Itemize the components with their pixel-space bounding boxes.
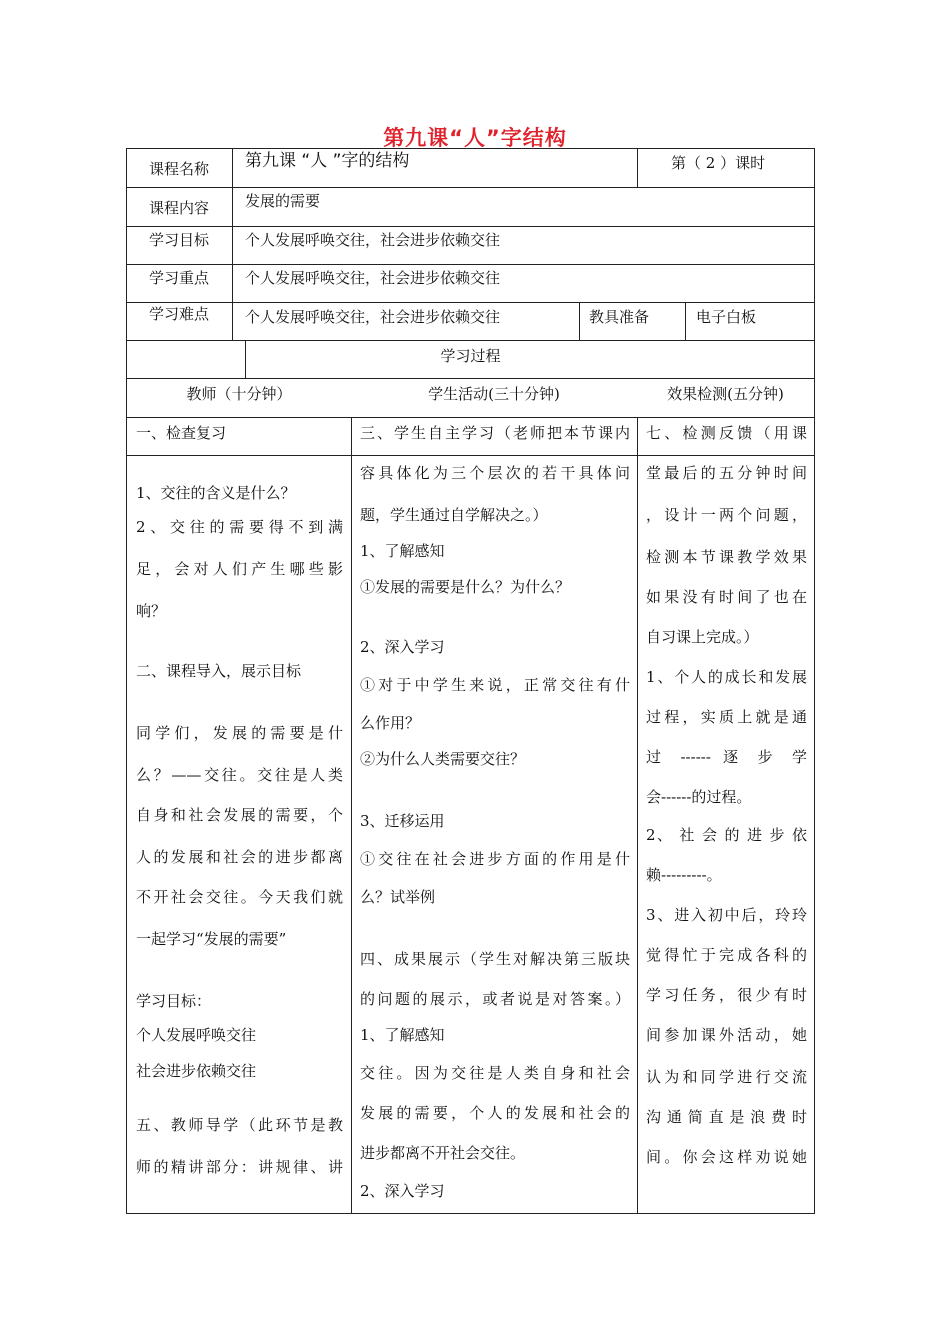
text-line: 七、检测反馈（用课 [646,424,807,442]
col-divider [579,302,580,340]
text-line: 三、学生自主学习（老师把本节课内 [360,424,630,442]
page-title: 第九课“人”字结构 [383,126,567,150]
text-line: 五、教师导学（此环节是教 [136,1116,343,1134]
text-line: 2、深入学习 [360,1182,445,1200]
row-divider [127,187,814,188]
text-line: 师的精讲部分：讲规律、讲 [136,1158,343,1176]
text-line: 堂最后的五分钟时间 [646,464,807,482]
tools-value: 电子白板 [696,308,757,326]
text-line: 进步都离不开社会交往。 [360,1144,526,1162]
lesson-number: 第（ 2 ）课时 [671,154,766,172]
text-line: 个人发展呼唤交往 [136,1026,257,1044]
text-line: 么？试举例 [360,888,436,906]
text-line: 同学们，发展的需要是什 [136,724,343,742]
text-line: 3、迁移运用 [360,812,445,830]
text-line: 学习任务，很少有时 [646,986,807,1004]
text-line: 一、检查复习 [136,424,227,442]
content-value: 发展的需要 [245,192,321,210]
text-line: 1、个人的成长和发展 [646,668,807,686]
text-line: 一起学习“发展的需要” [136,930,287,948]
tools-label: 教具准备 [589,308,650,326]
text-line: 2、交往的需要得不到满 [136,518,343,536]
text-line: ①对于中学生来说，正常交往有什 [360,676,630,694]
text-line: 过程，实质上就是通 [646,708,807,726]
col-divider [351,417,352,1214]
focus-label: 学习重点 [149,269,210,287]
text-line: 3、进入初中后，玲玲 [646,906,807,924]
difficulty-value: 个人发展呼唤交往，社会进步依赖交往 [245,308,501,326]
text-line: 自身和社会发展的需要，个 [136,806,343,824]
col-header-student: 学生活动(三十分钟) [428,385,560,403]
text-line: 四、成果展示（学生对解决第三版块 [360,950,630,968]
col-divider [637,149,638,187]
row-divider [127,302,814,303]
content-label: 课程内容 [149,199,210,217]
text-line: 2、 社 会 的 进 步 依 [646,826,807,844]
text-line: 1、了解感知 [360,1026,445,1044]
row-divider [127,455,814,456]
text-line: 响？ [136,602,167,620]
text-line: ，设计一两个问题， [646,506,807,524]
goal-label: 学习目标 [149,231,210,249]
col-divider [232,149,233,340]
text-line: 1、交往的含义是什么？ [136,484,296,502]
course-name-value: 第九课 “人 ”字的结构 [245,151,410,171]
col-header-teacher: 教师（十分钟） [186,385,292,403]
text-line: 会------的过程。 [646,788,752,806]
text-line: 过 ------ 逐 步 学 [646,748,807,766]
text-line: 2、深入学习 [360,638,445,656]
text-line: 学习目标： [136,992,212,1010]
text-line: 交往。因为交往是人类自身和社会 [360,1064,630,1082]
text-line: 间。你会这样劝说她 [646,1148,807,1166]
process-title: 学习过程 [440,347,501,365]
text-line: 1、了解感知 [360,542,445,560]
col-divider [685,302,686,340]
text-line: ①交往在社会进步方面的作用是什 [360,850,630,868]
col-header-check: 效果检测(五分钟) [667,385,784,403]
text-line: 么作用？ [360,714,421,732]
text-line: ②为什么人类需要交往？ [360,750,526,768]
text-line: 容具体化为三个层次的若干具体问 [360,464,630,482]
text-line: 如果没有时间了也在 [646,588,807,606]
focus-value: 个人发展呼唤交往，社会进步依赖交往 [245,269,501,287]
goal-value: 个人发展呼唤交往，社会进步依赖交往 [245,231,501,249]
text-line: 人的发展和社会的进步都离 [136,848,343,866]
text-line: 社会进步依赖交往 [136,1062,257,1080]
course-name-label: 课程名称 [149,160,210,178]
text-line: 二、课程导入，展示目标 [136,662,302,680]
text-line: 么？——交往。交往是人类 [136,766,343,784]
text-line: 足，会对人们产生哪些影 [136,560,343,578]
text-line: 间参加课外活动，她 [646,1026,807,1044]
text-line: 觉得忙于完成各科的 [646,946,807,964]
text-line: 发展的需要，个人的发展和社会的 [360,1104,630,1122]
col-divider [637,417,638,1214]
row-divider [127,264,814,265]
text-line: 赖---------。 [646,866,722,884]
text-line: 不开社会交往。今天我们就 [136,888,343,906]
row-divider [127,378,814,379]
text-line: 的问题的展示，或者说是对答案。） [360,990,630,1008]
difficulty-label: 学习难点 [149,305,210,323]
row-divider [127,340,814,341]
text-line: ①发展的需要是什么？为什么？ [360,578,571,596]
lesson-plan-table [126,148,815,1214]
row-divider [127,417,814,418]
text-line: 认为和同学进行交流 [646,1068,807,1086]
text-line: 自习课上完成。） [646,628,759,646]
text-line: 题，学生通过自学解决之。） [360,506,548,524]
text-line: 检测本节课教学效果 [646,548,807,566]
text-line: 沟通简直是浪费时 [646,1108,807,1126]
row-divider [127,226,814,227]
